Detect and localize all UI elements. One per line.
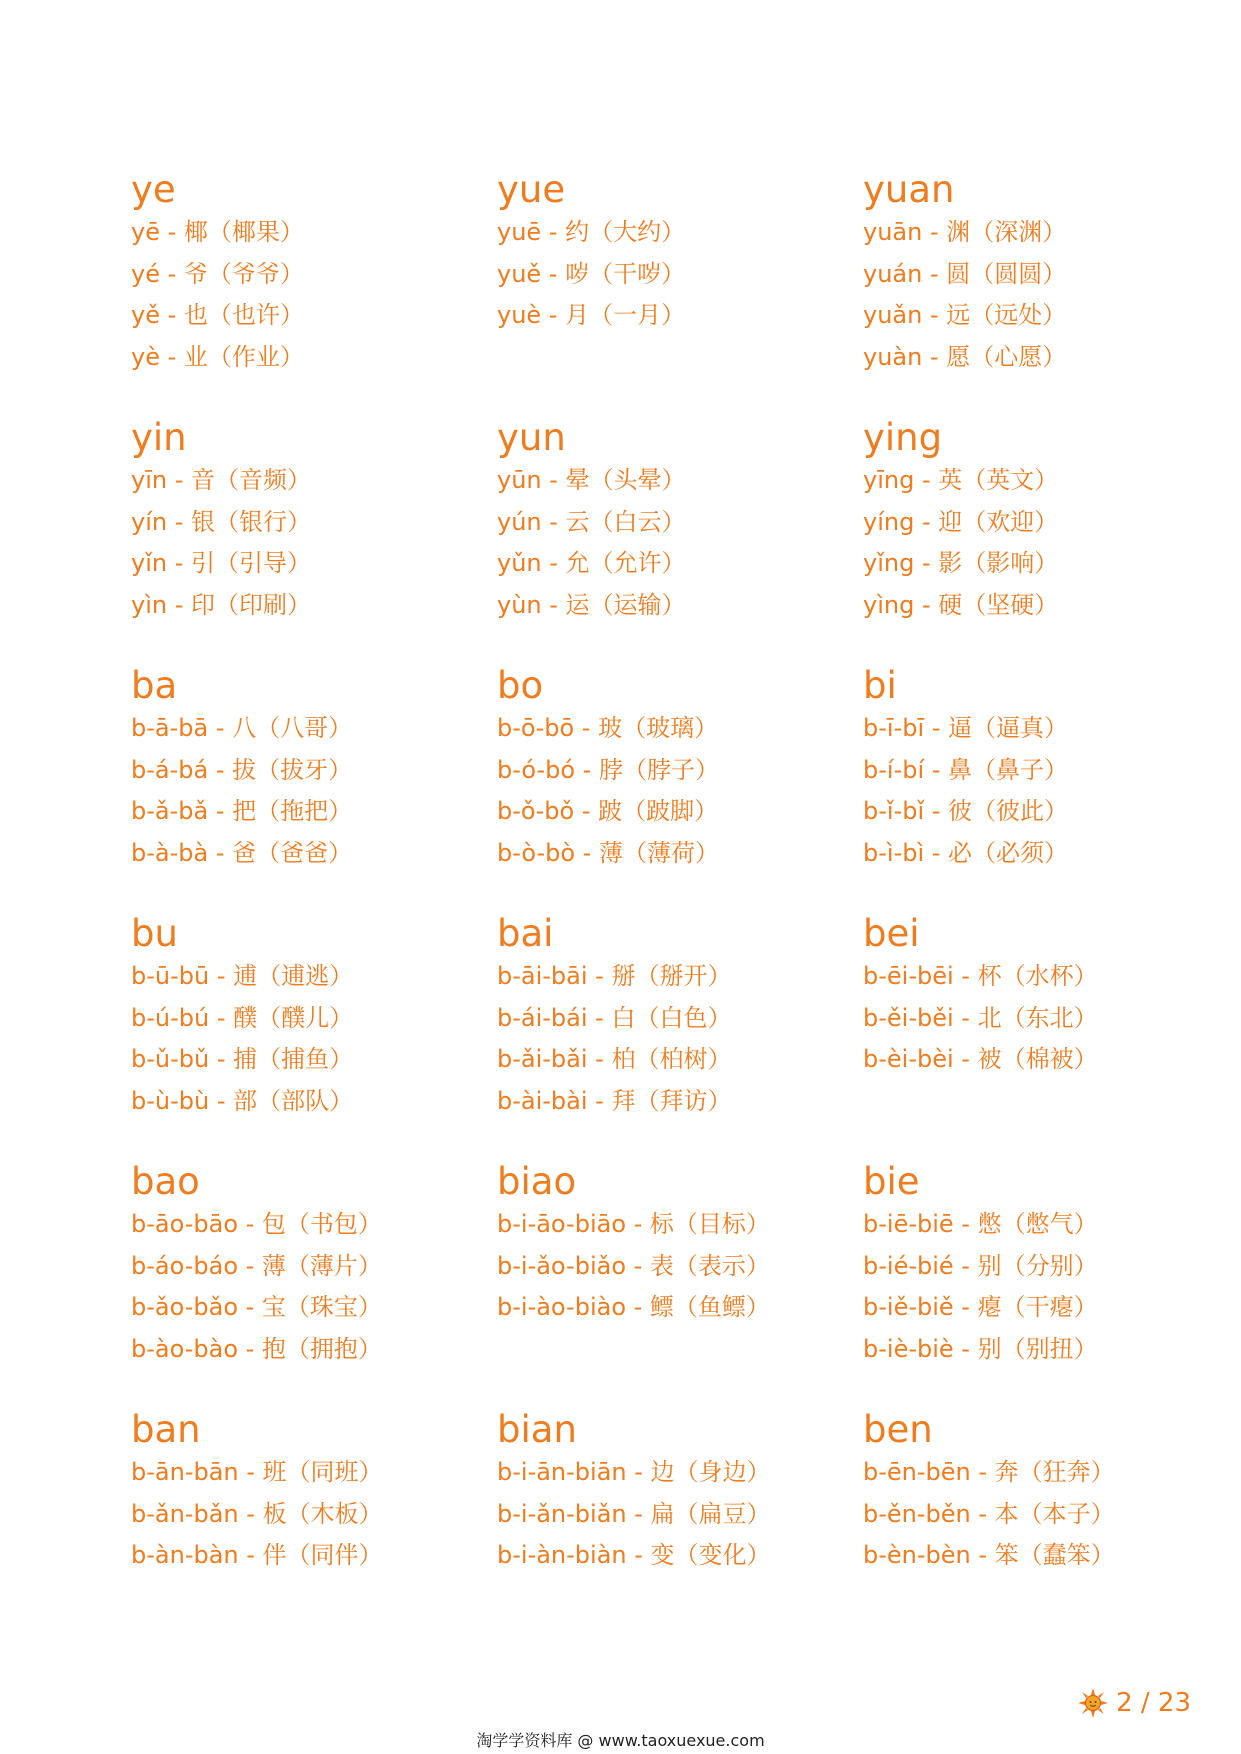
syllable-heading: bai [497,912,554,955]
entry-item: b-ù-bù - 部（部队） [131,1086,354,1115]
entry-item: yùn - 运（运输） [497,590,686,619]
syllable-heading: bao [131,1160,200,1203]
syllable-heading: bu [131,912,178,955]
page-number: 2 / 23 [1116,1688,1191,1718]
entry-item: b-i-āo-biāo - 标（目标） [497,1210,770,1238]
entry-item: yín - 银（银行） [131,507,311,536]
syllable-heading: yun [497,416,566,459]
syllable-group-bie [863,1160,1141,1408]
entry-list [497,956,863,1122]
entry-item: b-èi-bèi - 被（棉被） [863,1045,1098,1073]
entry-item: b-ī-bī - 逼（逼真） [863,714,1069,742]
syllable-group-bi [863,664,1141,912]
entry-item: b-ū-bū - 逋（逋逃） [131,962,354,990]
entry-item: yuǎn - 远（远处） [863,301,1067,329]
entry-list [863,1204,1141,1370]
entry-item: b-ā-bā - 八（八哥） [131,714,353,742]
syllable-group-ba [131,664,497,912]
entry-item: b-ó-bó - 脖（脖子） [497,755,719,784]
syllable-heading: bei [863,912,920,955]
entry-item: yìng - 硬（坚硬） [863,590,1059,619]
entry-item: yé - 爷（爷爷） [131,259,304,288]
entry-item: yíng - 迎（欢迎） [863,507,1059,536]
syllable-group-bu [131,912,497,1160]
entry-item: b-ǔ-bǔ - 捕（捕鱼） [131,1045,354,1073]
page-indicator [1078,1688,1191,1718]
entry-item: yě - 也（也许） [131,301,304,329]
entry-item: b-ǎn-bǎn - 板（木板） [131,1499,383,1528]
entry-item: yuàn - 愿（心愿） [863,342,1067,371]
pinyin-grid [131,168,1141,1656]
entry-item: b-ǎ-bǎ - 把（拖把） [131,797,353,825]
entry-item: b-í-bí - 鼻（鼻子） [863,755,1069,784]
entry-item: yīng - 英（英文） [863,466,1059,494]
source-credit: 淘学学资料库 @ www.taoxuexue.com [476,1731,765,1750]
entry-item: b-à-bà - 爸（爸爸） [131,838,353,867]
entry-item: b-ǒ-bǒ - 跛（跛脚） [497,797,719,825]
entry-list [497,212,863,337]
entry-item: b-i-ào-biào - 鳔（鱼鳔） [497,1293,770,1321]
syllable-group-biao [497,1160,863,1408]
syllable-heading: biao [497,1160,577,1203]
syllable-group-bao [131,1160,497,1408]
syllable-heading: bo [497,664,544,707]
syllable-heading: bie [863,1160,920,1203]
entry-item: b-á-bá - 拔（拔牙） [131,755,353,784]
entry-list [131,708,497,874]
syllable-group-bo [497,664,863,912]
syllable-heading: bian [497,1408,577,1451]
entry-item: b-i-ǎn-biǎn - 扁（扁豆） [497,1499,771,1528]
entry-item: b-ò-bò - 薄（薄荷） [497,838,719,867]
syllable-group-yun [497,416,863,664]
entry-list [497,1452,863,1577]
entry-item: b-ēn-bēn - 奔（狂奔） [863,1458,1115,1486]
entry-item: b-ǎo-bǎo - 宝（珠宝） [131,1293,382,1321]
entry-list [863,956,1141,1081]
entry-item: b-i-ān-biān - 边（身边） [497,1458,771,1486]
entry-item: yè - 业（作业） [131,342,304,371]
entry-list [131,1204,497,1370]
syllable-heading: ban [131,1408,201,1451]
entry-item: b-ǎi-bǎi - 柏（柏树） [497,1045,732,1073]
entry-item: yuē - 约（大约） [497,218,686,246]
syllable-heading: ying [863,416,943,459]
syllable-heading: yin [131,416,187,459]
entry-item: b-ō-bō - 玻（玻璃） [497,714,719,742]
entry-item: b-ú-bú - 醭（醭儿） [131,1003,354,1032]
entry-item: b-ì-bì - 必（必须） [863,838,1069,867]
entry-item: yìn - 印（印刷） [131,590,311,619]
entry-item: b-iè-biè - 别（别扭） [863,1334,1098,1363]
syllable-group-ben [863,1408,1141,1656]
entry-list [863,460,1141,626]
entry-item: yuān - 渊（深渊） [863,218,1067,246]
entry-item: b-èn-bèn - 笨（蠢笨） [863,1541,1115,1569]
entry-item: b-ào-bào - 抱（拥抱） [131,1334,382,1363]
entry-item: yǐng - 影（影响） [863,549,1059,577]
syllable-group-bai [497,912,863,1160]
entry-list [863,708,1141,874]
entry-list [863,1452,1141,1577]
entry-list [131,956,497,1122]
syllable-group-ying [863,416,1141,664]
entry-list [863,212,1141,378]
syllable-group-yin [131,416,497,664]
syllable-group-bian [497,1408,863,1656]
entry-item: b-ié-bié - 别（分别） [863,1251,1098,1280]
entry-item: b-àn-bàn - 伴（同伴） [131,1541,383,1569]
entry-item: b-iě-biě - 瘪（干瘪） [863,1293,1098,1321]
syllable-group-bei [863,912,1141,1160]
entry-item: yuán - 圆（圆圆） [863,259,1067,288]
entry-item: b-i-ǎo-biǎo - 表（表示） [497,1251,770,1280]
entry-item: yē - 椰（椰果） [131,218,304,246]
entry-item: yūn - 晕（头晕） [497,466,686,494]
entry-item: yǔn - 允（允许） [497,549,686,577]
syllable-heading: yue [497,168,566,211]
entry-item: b-i-àn-biàn - 变（变化） [497,1541,771,1569]
syllable-heading: bi [863,664,897,707]
entry-item: b-ěn-běn - 本（本子） [863,1499,1115,1528]
entry-item: b-ài-bài - 拜（拜访） [497,1086,732,1115]
entry-item: yuě - 哕（干哕） [497,259,686,288]
entry-item: b-āo-bāo - 包（书包） [131,1210,382,1238]
syllable-heading: ben [863,1408,933,1451]
syllable-group-ye [131,168,497,416]
entry-item: yǐn - 引（引导） [131,549,311,577]
entry-item: b-iē-biē - 憋（憋气） [863,1210,1098,1238]
entry-item: b-ǐ-bǐ - 彼（彼此） [863,797,1069,825]
sun-icon [1078,1688,1108,1718]
entry-item: b-ěi-běi - 北（东北） [863,1003,1098,1032]
syllable-heading: yuan [863,168,955,211]
syllable-heading: ye [131,168,176,211]
entry-item: b-ái-bái - 白（白色） [497,1003,732,1032]
entry-item: b-ān-bān - 班（同班） [131,1458,383,1486]
entry-list [497,460,863,626]
entry-item: yún - 云（白云） [497,507,686,536]
entry-item: b-áo-báo - 薄（薄片） [131,1251,382,1280]
syllable-group-ban [131,1408,497,1656]
entry-item: yīn - 音（音频） [131,466,311,494]
syllable-group-yuan [863,168,1141,416]
entry-list [497,708,863,874]
entry-list [131,1452,497,1577]
entry-list [131,212,497,378]
entry-item: yuè - 月（一月） [497,301,686,329]
entry-item: b-āi-bāi - 掰（掰开） [497,962,732,990]
entry-list [497,1204,863,1329]
entry-item: b-ēi-bēi - 杯（水杯） [863,962,1098,990]
syllable-heading: ba [131,664,178,707]
entry-list [131,460,497,626]
syllable-group-yue [497,168,863,416]
